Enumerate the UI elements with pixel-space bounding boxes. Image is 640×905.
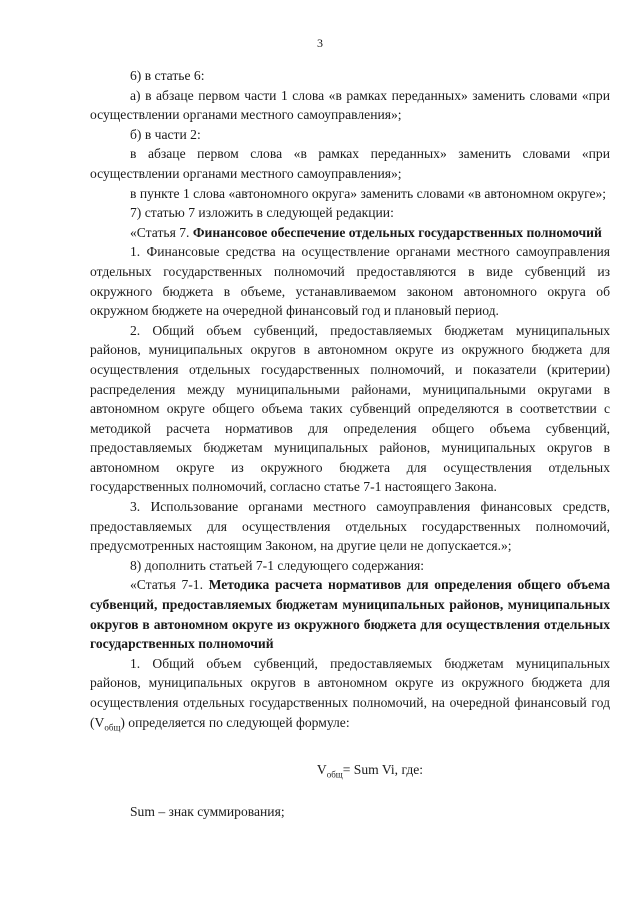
formula <box>90 760 610 780</box>
article-7-part-3: 3. Использование органами местного самоуправления финансовых средств, предоставляемых для осуществления отдельных государственных полномочий, предусмотренных настоящим Законом, на другие цели не допускается.»; <box>90 499 610 554</box>
page-number: 3 <box>317 36 323 50</box>
article-7-heading <box>90 223 610 243</box>
paragraph-item-8: 8) дополнить статьей 7-1 следующего содержания: <box>130 557 425 573</box>
paragraph-item-6b-first: в абзаце первом слова «в рамках переданных» заменить словами «при осуществлении органами местного самоуправления»; <box>90 146 610 181</box>
formula-v: V <box>316 762 327 778</box>
article-7-part-1: 1. Финансовые средства на осуществление органами местного самоуправления отдельных государственных полномочий предоставляются в виде субвенций из окружного бюджета в объеме, устанавливаемом законом автономного округа об окружном бюджете на очередной финансовый год и плановый период. <box>90 244 610 319</box>
article-7-part-2: 2. Общий объем субвенций, предоставляемых бюджетам муниципальных районов, муниципальных округов в автономном округе из окружного бюджета для осуществления отдельных государственных полномочий, и показатели (критерии) распределения между муниципальными районами, муниципальными округами в автономном округе общего объема таких субвенций определяются в соответствии с методикой расчета нормативов для определения общего объема субвенций, предоставляемых бюджетам муниципальных районов, муниципальных округов в автономном округе из окружного бюджета для осуществления отдельных государственных полномочий, согласно статье 7-1 настоящего Закона. <box>90 322 610 495</box>
article-7-1-prefix: «Статья 7-1. <box>130 577 209 593</box>
article-7-title: Финансовое обеспечение отдельных государственных полномочий <box>192 224 602 240</box>
article-7-prefix: «Статья 7. <box>130 224 193 240</box>
sum-definition: Sum – знак суммирования; <box>130 803 285 819</box>
part-1-text-end: ) определяется по следующей формуле: <box>120 714 350 730</box>
paragraph-item-6b-point1: в пункте 1 слова «автономного округа» заменить словами «в автономном округе»; <box>130 185 607 201</box>
part-1-subscript: общ <box>104 722 121 733</box>
document-body <box>90 66 610 821</box>
article-7-1-heading <box>90 575 610 653</box>
formula-subscript: общ <box>326 769 343 780</box>
article-7-1-title: Методика расчета нормативов для определения общего объема субвенций, предоставляемых бюджетам муниципальных районов, муниципальных округов в автономном округе из окружного бюджета для осуществления отдельных государственных полномочий <box>90 577 610 652</box>
paragraph-item-7: 7) статью 7 изложить в следующей редакции: <box>130 205 394 221</box>
part-1-text: 1. Общий объем субвенций, предоставляемых бюджетам муниципальных районов, муниципальных округов в автономном округе из окружного бюджета для осуществления отдельных государственных полномочий, на очередной финансовый год (V <box>90 655 610 730</box>
paragraph-item-6b: б) в части 2: <box>130 126 201 142</box>
paragraph-item-6: 6) в статье 6: <box>130 68 205 83</box>
article-7-1-part-1 <box>90 654 610 732</box>
paragraph-item-6a: а) в абзаце первом части 1 слова «в рамках переданных» заменить словами «при осуществлении органами местного самоуправления»; <box>90 87 610 123</box>
formula-rest: = Sum Vi, где: <box>342 762 424 778</box>
